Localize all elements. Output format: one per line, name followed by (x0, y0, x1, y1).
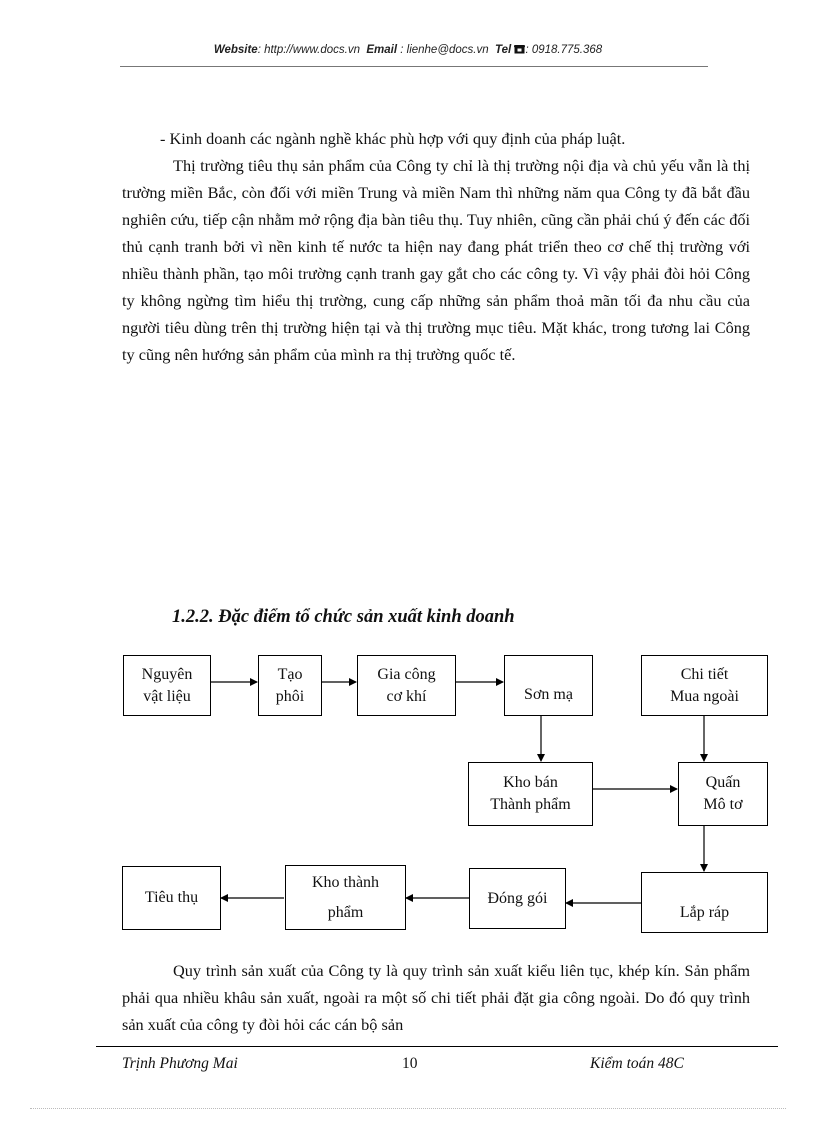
footer-page-number: 10 (402, 1055, 418, 1072)
box-tao-phoi (258, 655, 322, 716)
paragraph-market: Thị trường tiêu thụ sản phẩm của Công ty chỉ là thị trường nội địa và chủ yếu vẫn là thị trường miền Bắc, còn đối với miền Trung và miền Nam thì những năm qua Công ty đã bắt đầu nghiên cứu, tiếp cận nhằm mở rộng địa bàn tiêu thụ. Tuy nhiên, cũng cần phải chú ý đến các đối thủ cạnh tranh bởi vì nền kinh tế nước ta hiện nay đang phát triển theo cơ chế thị trường với nhiều thành phần, tạo môi trường cạnh tranh gay gắt cho các công ty. Vì vậy phải đòi hỏi Công ty không ngừng tìm hiểu thị trường, cung cấp những sản phẩm thoả mãn tối đa nhu cầu của người tiêu dùng trên thị trường hiện tại và thị trường mục tiêu. Mặt khác, trong tương lai Công ty cũng nên hướng sản phẩm của mình ra thị trường quốc tế. (122, 156, 750, 364)
box-quan-line1: Quấn (705, 774, 741, 791)
box-chi-tiet-line1: Chi tiết (680, 665, 729, 683)
box-son-ma-label: Sơn mạ (524, 685, 573, 703)
box-gia-cong-line1: Gia công (377, 665, 436, 683)
bottom-dotted-border (30, 1108, 786, 1109)
email-label: Email (366, 44, 398, 56)
box-tao-phoi-line1: Tạo (277, 665, 303, 683)
box-kho-thanh-line2: phẩm (327, 903, 364, 921)
box-lap-rap-label: Lắp ráp (679, 904, 730, 921)
tel-label: Tel (495, 44, 512, 56)
box-chi-tiet-mua-ngoai (641, 655, 768, 716)
box-chi-tiet-line2: Mua ngoài (670, 687, 739, 705)
tel-value: : 0918.775.368 (525, 44, 603, 56)
box-nguyen-vat-lieu-line2: vật liệu (143, 687, 191, 705)
footer-course: Kiểm toán 48C (590, 1055, 684, 1072)
body-text-bottom (122, 957, 750, 1038)
box-quan-line2: Mô tơ (703, 796, 743, 813)
footer-author: Trịnh Phương Mai (122, 1055, 238, 1072)
box-kho-ban-line1: Kho bán (503, 774, 558, 791)
box-quan-mo-to (678, 762, 768, 826)
website-label: Website (213, 44, 258, 56)
box-gia-cong-line2: cơ khí (386, 687, 427, 705)
box-dong-goi (469, 868, 566, 929)
box-dong-goi-label: Đóng gói (487, 889, 548, 907)
box-kho-thanh-pham (285, 865, 406, 930)
box-son-ma (504, 655, 593, 716)
website-value: : http://www.docs.vn (257, 44, 360, 56)
box-nguyen-vat-lieu-line1: Nguyên (141, 665, 193, 683)
paragraph-process: Quy trình sản xuất của Công ty là quy trình sản xuất kiểu liên tục, khép kín. Sản phẩm phải qua nhiều khâu sản xuất, ngoài ra một số chi tiết phải đặt gia công ngoài. Do đó quy trình sản xuất của công ty đòi hỏi các cán bộ sản (122, 961, 750, 1034)
footer-rule (96, 1046, 778, 1047)
box-kho-ban-thanh-pham (468, 762, 593, 826)
box-kho-thanh-line1: Kho thành (311, 873, 380, 891)
box-nguyen-vat-lieu (123, 655, 211, 716)
section-title: 1.2.2. Đặc điểm tổ chức sản xuất kinh doanh (172, 607, 515, 627)
box-gia-cong-co-khi (357, 655, 456, 716)
box-kho-ban-line2: Thành phẩm (490, 796, 571, 813)
email-value: : lienhe@docs.vn (400, 44, 489, 56)
box-tieu-thu (122, 866, 221, 930)
box-tao-phoi-line2: phôi (275, 687, 305, 705)
box-tieu-thu-label: Tiêu thụ (144, 889, 199, 906)
box-lap-rap (641, 872, 768, 933)
paragraph-business-scope: - Kinh doanh các ngành nghề khác phù hợp với quy định của pháp luật. (160, 129, 626, 148)
